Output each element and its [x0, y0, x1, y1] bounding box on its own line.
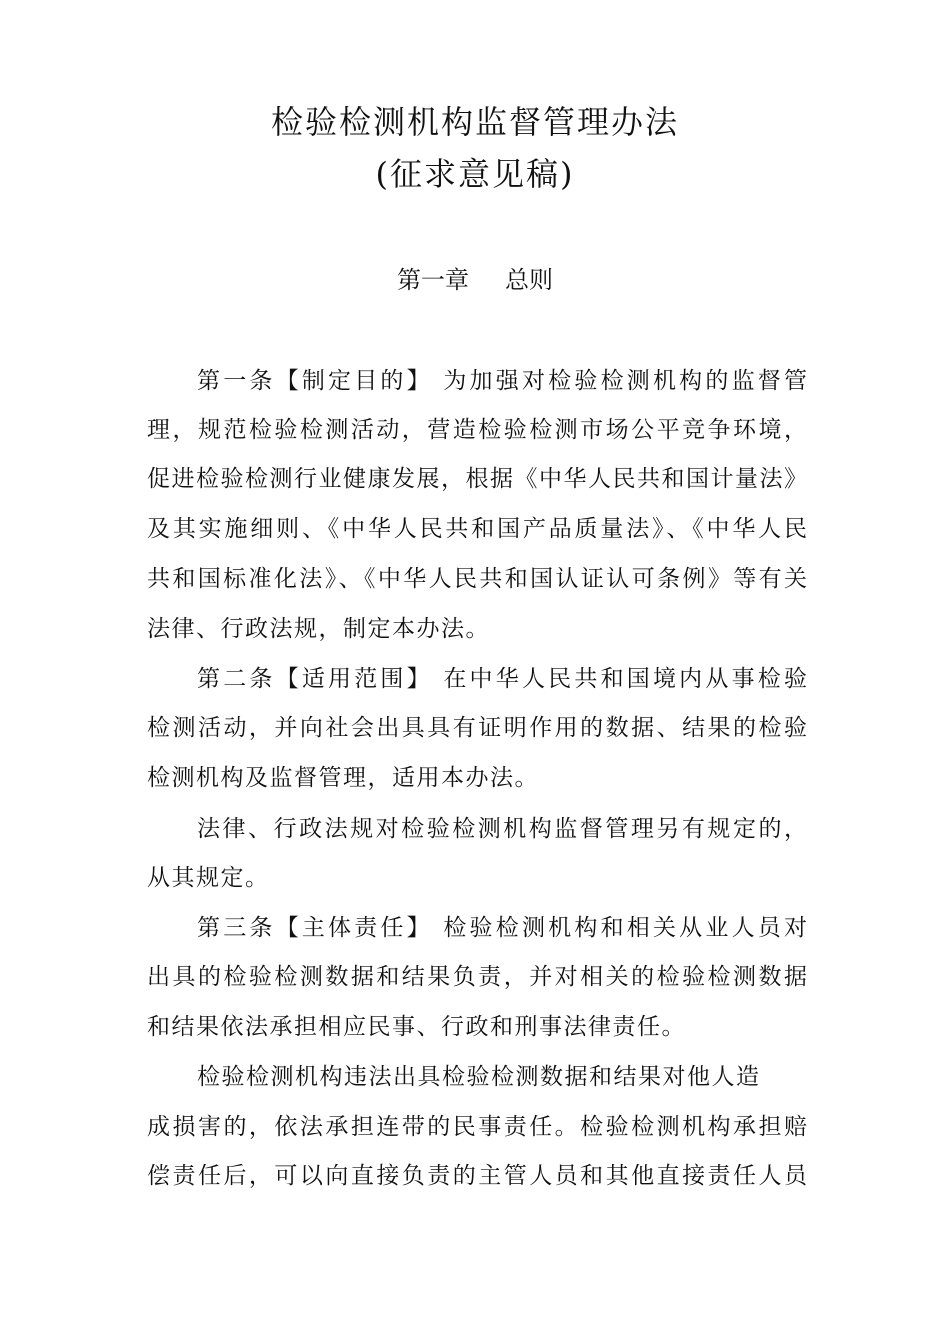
- text-line: 共和国标准化法》、《中华人民共和国认证认可条例》等有关: [147, 566, 807, 592]
- document-subtitle: (征求意见稿): [375, 155, 575, 193]
- text-line: 偿责任后，可以向直接负责的主管人员和其他直接责任人员: [147, 1163, 807, 1189]
- text-line: 和结果依法承担相应民事、行政和刑事法律责任。: [147, 1014, 686, 1040]
- text-line: 促进检验检测行业健康发展，根据《中华人民共和国计量法》: [147, 466, 807, 492]
- text-line: 第一条【制定目的】 为加强对检验检测机构的监督管: [197, 368, 807, 394]
- text-line: 及其实施细则、《中华人民共和国产品质量法》、《中华人民: [147, 516, 807, 542]
- document-title: 检验检测机构监督管理办法: [270, 103, 679, 141]
- text-line: 成损害的，依法承担连带的民事责任。检验检测机构承担赔: [147, 1114, 807, 1140]
- chapter-name: 总则: [505, 266, 553, 294]
- text-line: 出具的检验检测数据和结果负责，并对相关的检验检测数据: [147, 964, 807, 990]
- text-line: 理，规范检验检测活动，营造检验检测市场公平竞争环境，: [147, 417, 807, 443]
- text-line: 第二条【适用范围】 在中华人民共和国境内从事检验: [197, 666, 807, 692]
- text-line: 检验检测机构违法出具检验检测数据和结果对他人造: [197, 1064, 761, 1090]
- text-line: 检测机构及监督管理，适用本办法。: [147, 765, 539, 791]
- text-line: 法律、行政法规，制定本办法。: [147, 616, 490, 642]
- text-line: 检测活动，并向社会出具具有证明作用的数据、结果的检验: [147, 715, 807, 741]
- text-line: 第三条【主体责任】 检验检测机构和相关从业人员对: [197, 915, 807, 941]
- chapter-heading: [0, 268, 950, 292]
- text-line: 从其规定。: [147, 865, 270, 891]
- chapter-number: 第一章: [397, 266, 469, 294]
- text-line: 法律、行政法规对检验检测机构监督管理另有规定的，: [197, 816, 807, 842]
